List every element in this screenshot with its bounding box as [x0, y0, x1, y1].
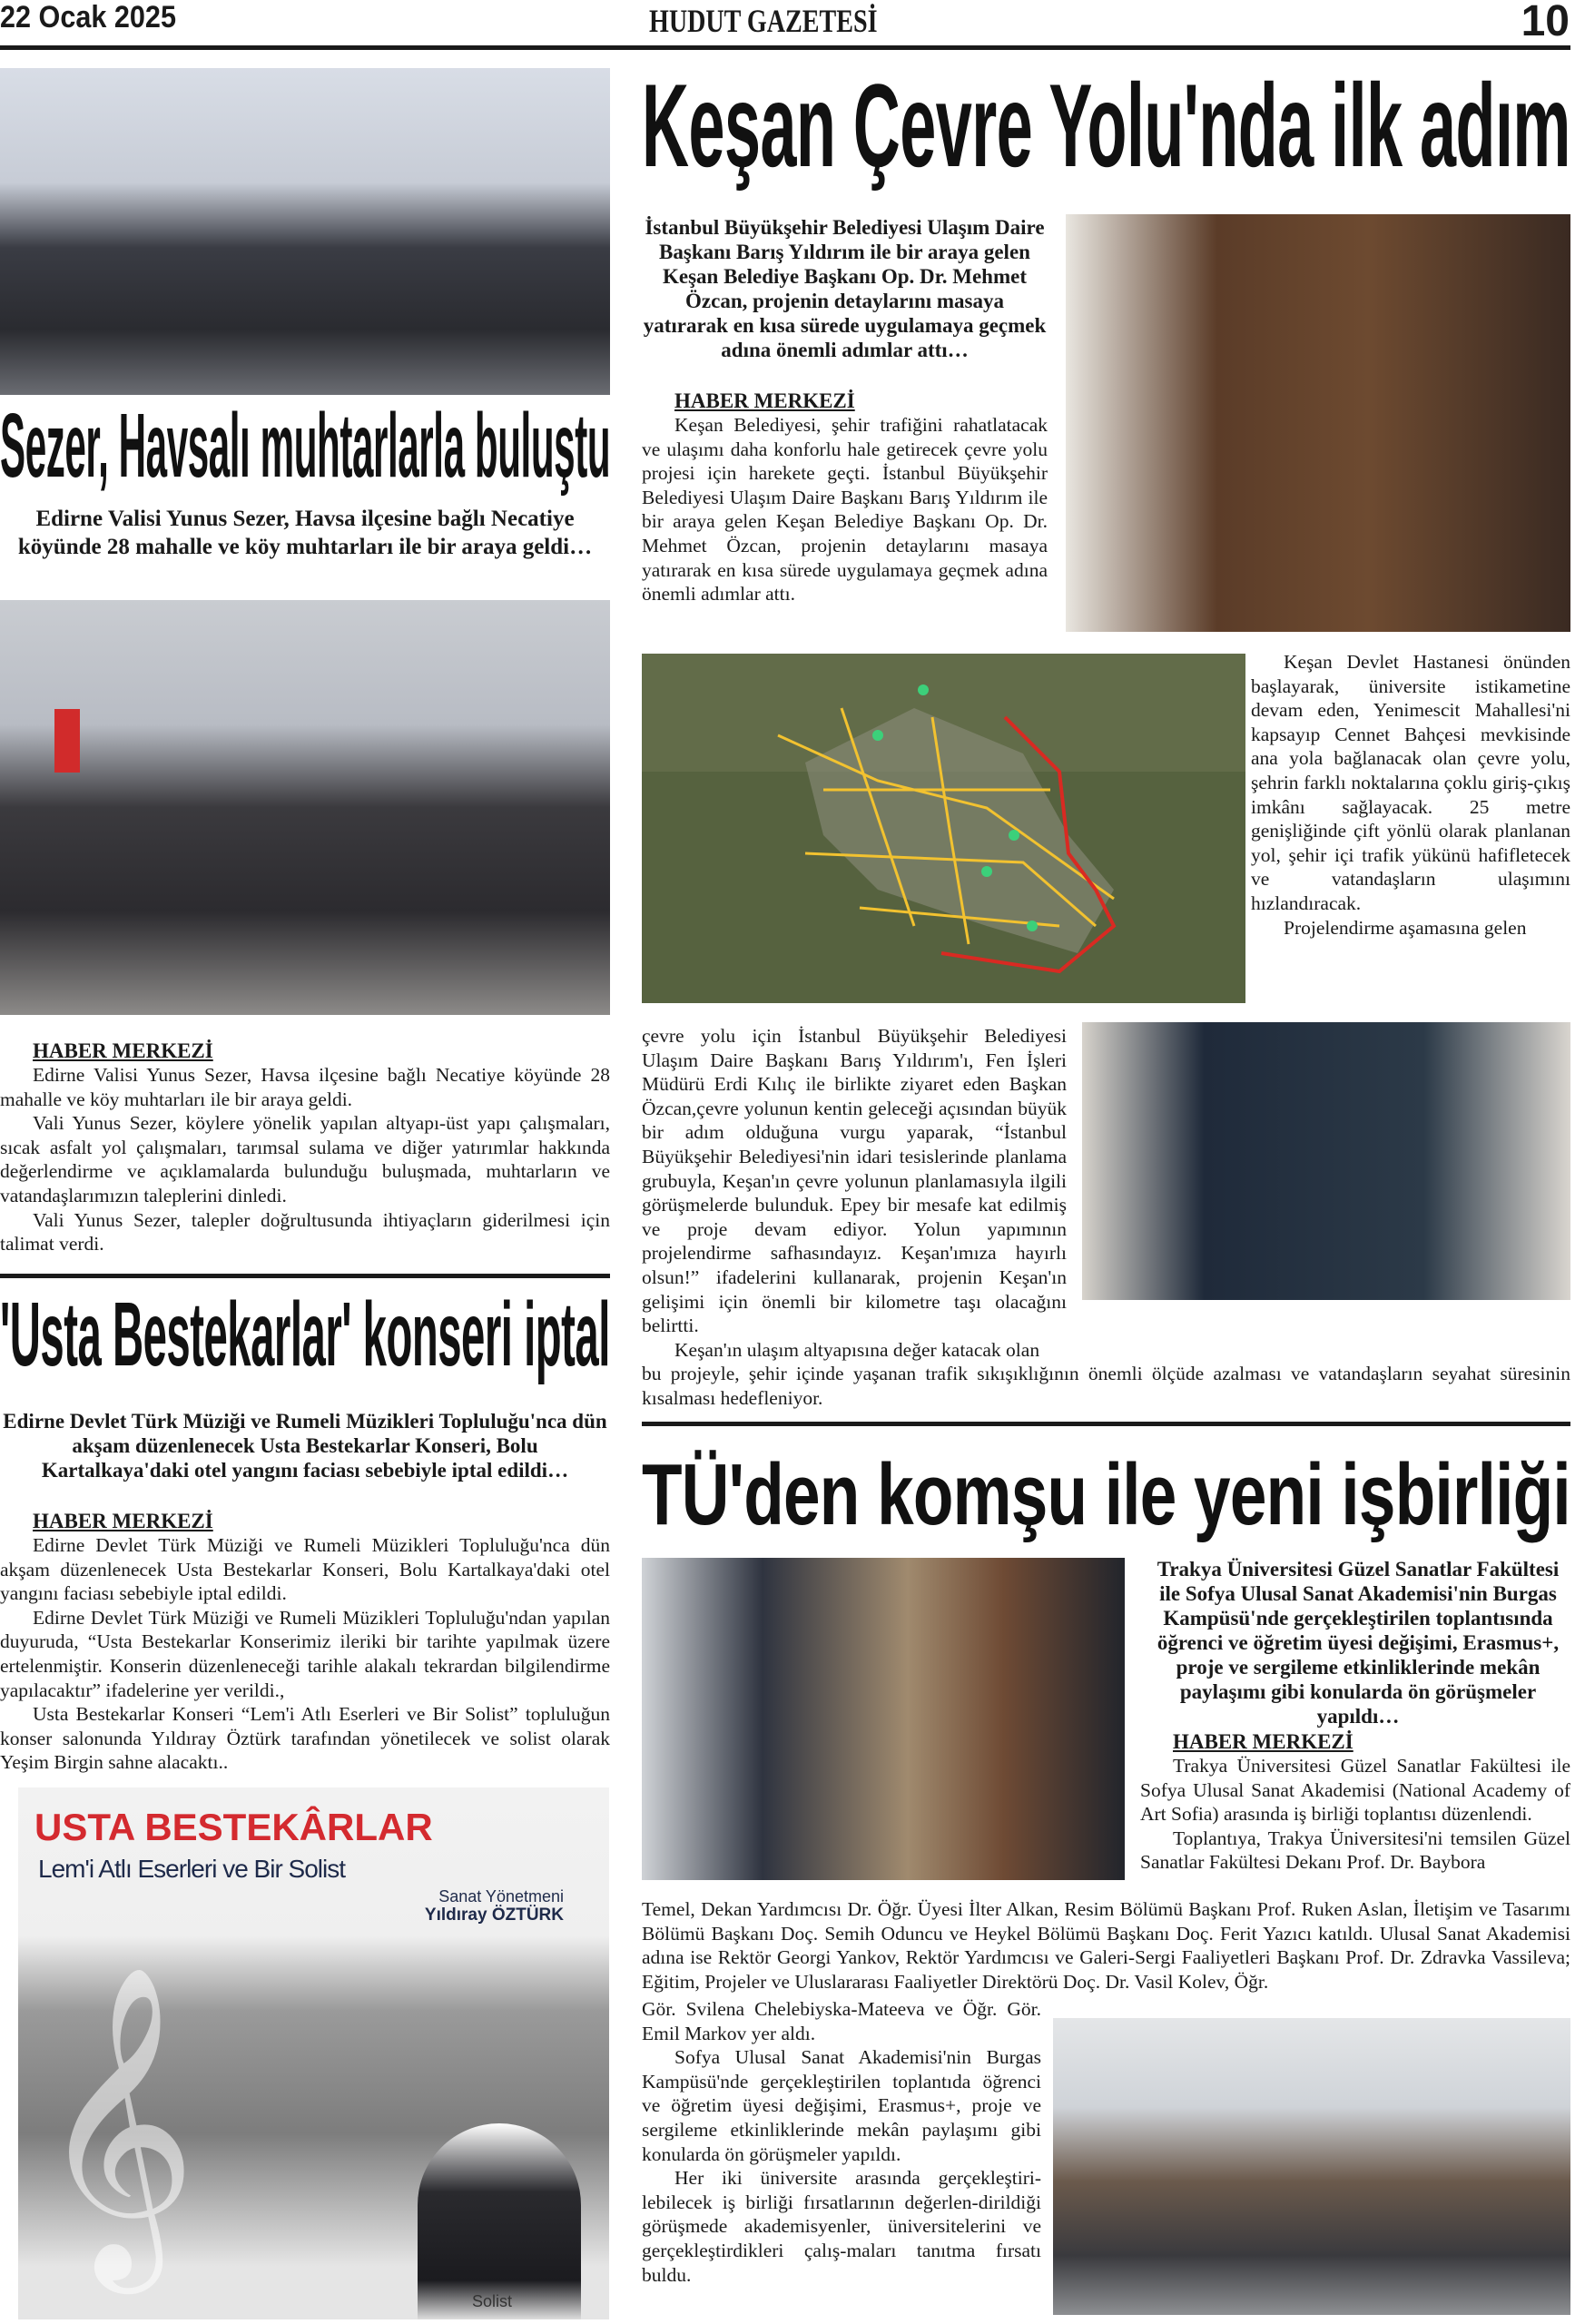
usta-lead: Edirne Devlet Türk Müziği ve Rumeli Müzikleri Topluluğu'nca dün akşam düzenlenecek Usta Bestekarlar Konseri, Bolu Kartalkaya'daki otel yangını faciası sebebiyle iptal edildi… — [3, 1410, 607, 1482]
newspaper-name: HUDUT GAZETESİ — [649, 3, 878, 39]
section-rule — [0, 1274, 610, 1278]
paragraph: Vali Yunus Sezer, talepler doğrultusunda ihtiyaçların giderilmesi için talimat verdi. — [0, 1208, 610, 1256]
kesan-body-2 — [1251, 650, 1570, 940]
director-label: Sanat Yönetmeni — [438, 1887, 564, 1905]
sezer-headline: Sezer, Havsalı muhtarlarla buluştu — [0, 395, 611, 497]
paragraph: Edirne Valisi Yunus Sezer, Havsa ilçesine bağlı Necatiye köyünde 28 mahalle ve köy muhtarları ile bir araya geldi. — [0, 1064, 610, 1110]
kesan-headline: Keşan Çevre Yolu'nda ilk adım — [642, 59, 1570, 192]
page-number: 10 — [1521, 0, 1570, 45]
ring-road-map — [642, 654, 1245, 1003]
byline: HABER MERKEZİ — [33, 1510, 213, 1532]
tu-body-3 — [642, 1997, 1041, 2287]
university-visit-photo — [642, 1558, 1125, 1880]
tu-body-2: Temel, Dekan Yardımcısı Dr. Öğr. Üyesi İlter Alkan, Resim Bölümü Başkanı Prof. Ruken Aslan, İletişim ve Tasarımı Bölümü Başkanı Doç. Semih Oduncu ve Heykel Bölümü Başkanı Doç. Ferit Yazıcı katıldı. Ulusal Sanat Akademisi adına ise Rektör Georgi Yankov, Rektör Yardımcısı ve Galeri-Sergi Faaliyetleri Başkanı Prof. Dr. Zdravka Vassileva; Eğitim, Projeler ve Uluslararası Faaliyetler Direktörü Doç. Dr. Vasil Kolev, Öğr. — [642, 1898, 1570, 1993]
tu-body-1 — [1140, 1729, 1570, 1875]
paragraph: Edirne Devlet Türk Müziği ve Rumeli Müzikleri Topluluğu'ndan yapılan duyuruda, “Usta Bestekarlar Konserimiz ileriki bir tarihte yapılmak üzere ertelenmiştir. Konserin düzenleneceği tarihle alakalı tekrardan bilgilendirme yapılacaktır” ifadelerine yer verildi., — [0, 1606, 610, 1701]
paragraph: çevre yolu için İstanbul Büyükşehir Belediyesi Ulaşım Daire Başkanı Barış Yıldırım'ı, Fen İşleri Müdürü Erdi Kılıç ile birlikte ziyaret eden Başkan Özcan,çevre yolunun kentin geleceği açısından büyük bir adım olduğuna vurgu yaparak, “İstanbul Büyükşehir Belediyesi'nin idari tesislerinde planlama grubuyla, Keşan'ın çevre yolunun planlamasıyla ilgili görüşmelerde bulunduk. Epey bir mesafe kat edilmiş ve proje devam ediyor. Yolun yapımının projelendirme safhasındayız. Keşan'ımıza hayırlı olsun!” ifadelerini kullanarak, projenin Keşan'ın gelişimi için önemli bir kilometre taşı olacağını belirtti. — [642, 1025, 1067, 1337]
tu-headline: TÜ'den komşu ile yeni işbirliği — [642, 1446, 1570, 1543]
byline: HABER MERKEZİ — [33, 1039, 213, 1062]
kesan-lead: İstanbul Büyükşehir Belediyesi Ulaşım Daire Başkanı Barış Yıldırım ile bir araya gelen Keşan Belediye Başkanı Op. Dr. Mehmet Özcan, projenin detaylarını masaya yatırarak en kısa sürede uygulamaya geçmek adına önemli adımlar attı… — [643, 216, 1047, 361]
treble-clef-icon: 𝄞 — [36, 1973, 198, 2274]
paragraph: Keşan'ın ulaşım altyapısına değer katacak olan — [674, 1338, 1040, 1361]
meeting-photo-muhtarlar — [0, 68, 610, 395]
byline: HABER MERKEZİ — [1173, 1730, 1354, 1753]
kesan-body-3 — [642, 1024, 1067, 1362]
soloist-portrait — [418, 2123, 581, 2319]
meeting-hall-photo — [0, 600, 610, 1015]
sezer-body — [0, 1039, 610, 1256]
section-rule — [642, 1422, 1570, 1426]
paragraph: Gör. Svilena Chelebiyska-Mateeva ve Öğr. Gör. Emil Markov yer aldı. — [642, 1998, 1041, 2044]
poster-subtitle: Lem'i Atlı Eserleri ve Bir Solist — [38, 1855, 346, 1883]
meeting-table-photo — [1053, 2018, 1570, 2315]
kesan-body-1 — [642, 389, 1048, 606]
turkish-flag — [54, 709, 80, 773]
paragraph: Projelendirme aşamasına gelen — [1284, 916, 1527, 939]
tu-lead: Trakya Üniversitesi Güzel Sanatlar Fakültesi ile Sofya Ulusal Sanat Akademisi'nin Burgas Kampüsü'nde gerçekleştirilen toplantısında öğrenci ve öğretim üyesi değişimi, Erasmus+, proje ve sergileme etkinliklerinde mekân paylaşımı gibi konularda ön görüşmeler yapıldı… — [1157, 1558, 1560, 1728]
director-name: Yıldıray ÖZTÜRK — [424, 1905, 564, 1925]
paragraph: Vali Yunus Sezer, köylere yönelik yapılan altyapı-üst yapı çalışmaları, sıcak asfalt yol çalışmaları, tarımsal sulama ve diğer yatırımlar hakkında değerlendirme ve açıklamalarda bulunduğu buluşmada, muhtarların ve vatandaşlarımızın taleplerini dinledi. — [0, 1112, 610, 1206]
issue-date: 22 Ocak 2025 — [0, 0, 176, 34]
sezer-lead: Edirne Valisi Yunus Sezer, Havsa ilçesine bağlı Necatiye köyünde 28 mahalle ve köy muhtarları ile bir araya geldi… — [17, 507, 593, 559]
paragraph: Trakya Üniversitesi Güzel Sanatlar Fakültesi ile Sofya Ulusal Sanat Akademisi (National Academy of Art Sofia) arasında iş birliği toplantısı düzenlendi. — [1140, 1755, 1570, 1826]
map-screen-photo — [1082, 1022, 1570, 1300]
concert-poster — [18, 1787, 609, 2319]
paragraph: Her iki üniversite arasında gerçekleştiri-lebilecek iş birliği fırsatlarının değerlen-dirildiği görüşmede akademisyenler, üniversitelerini ve gerçekleştirdikleri çalış-maları tanıtma fırsatı buldu. — [642, 2167, 1041, 2286]
plaque-presentation-photo — [1066, 214, 1570, 632]
usta-headline: 'Usta Bestekarlar' konseri iptal — [0, 1284, 610, 1385]
poster-title: USTA BESTEKÂRLAR — [34, 1806, 433, 1848]
soloist-label: Solist — [472, 2292, 513, 2310]
paragraph: Usta Bestekarlar Konseri “Lem'i Atlı Eserleri ve Bir Solist” topluluğun konser salonunda Yıldıray Öztürk tarafından yönetilecek ve solist olarak Yeşim Birgin sahne alacaktı.. — [0, 1703, 610, 1774]
byline: HABER MERKEZİ — [674, 389, 855, 412]
paragraph: Sofya Ulusal Sanat Akademisi'nin Burgas Kampüsü'nde gerçekleştirilen toplantıda öğrenci ve öğretim üyesi değişimi, Erasmus+, proje ve sergileme etkinliklerinde mekân paylaşımı gibi konularda ön görüşmeler yapıldı. — [642, 2046, 1041, 2165]
paragraph: Edirne Devlet Türk Müziği ve Rumeli Müzikleri Topluluğu'nca dün akşam düzenlenecek Usta Bestekarlar Konseri, Bolu Kartalkaya'daki otel yangını faciası sebebiyle iptal edildi. — [0, 1534, 610, 1605]
masthead-rule — [0, 45, 1570, 50]
paragraph: Toplantıya, Trakya Üniversitesi'ni temsilen Güzel Sanatlar Fakültesi Dekanı Prof. Dr. Baybora — [1140, 1827, 1570, 1874]
kesan-body-4: bu projeyle, şehir içinde yaşanan trafik sıkışıklığının önemli ölçüde azalması ve vatandaşların seyahat süresinin kısalması hedefleniyor. — [642, 1363, 1570, 1409]
paragraph: Keşan Devlet Hastanesi önünden başlayarak, üniversite istikametine devam eden, Yenimescit Mahallesi'ni kapsayıp Cennet Bahçesi mevkisinde ana yola bağlanacak olan çevre yolu, şehrin farklı noktalarına çoklu giriş-çıkış imkânı sağlayacak. 25 metre genişliğinde çift yönlü olarak planlanan yol, şehir içi trafik yükünü hafifletecek ve vatandaşların ulaşımını hızlandıracak. — [1251, 651, 1570, 914]
usta-body — [0, 1509, 610, 1775]
paragraph: Keşan Belediyesi, şehir trafiğini rahatlatacak ve ulaşımı daha konforlu hale getirecek çevre yolu projesi için harekete geçti. İstanbul Büyükşehir Belediyesi Ulaşım Daire Başkanı Barış Yıldırım ile bir araya gelen Keşan Belediye Başkanı Op. Dr. Mehmet Özcan, projenin detaylarını masaya yatırarak en kısa sürede uygulamaya geçmek adına önemli adımlar attı. — [642, 414, 1048, 606]
